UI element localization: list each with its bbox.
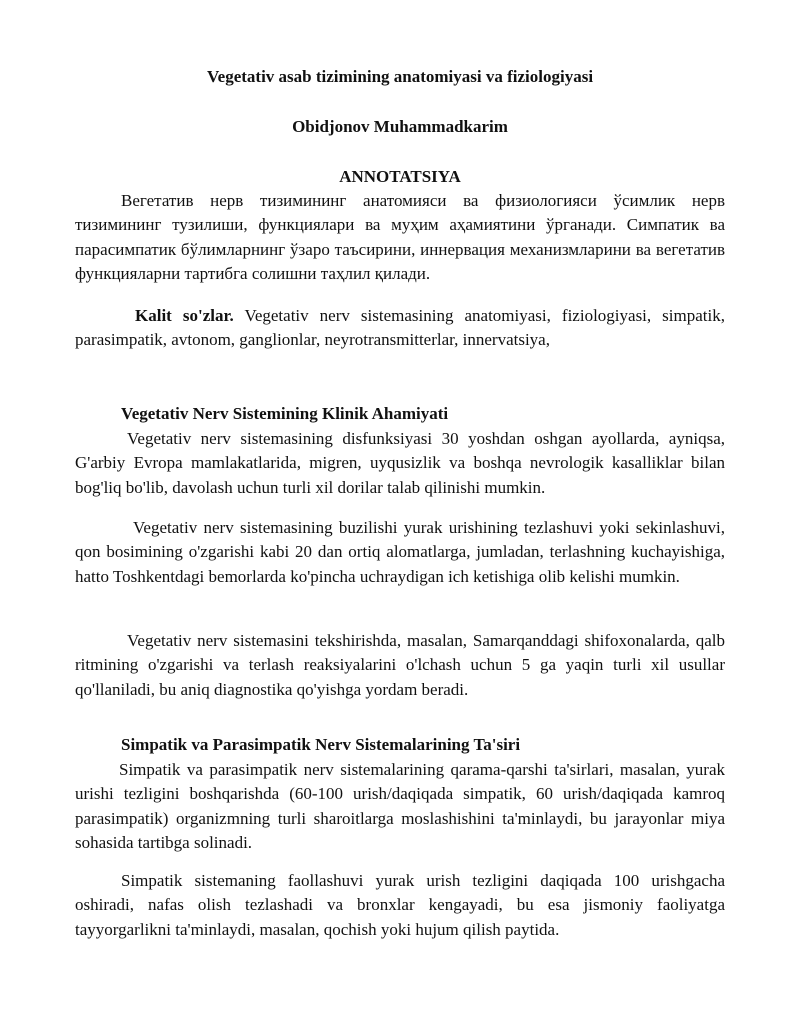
- annotation-text: Вегетатив нерв тизимининг анатомияси ва физиологияси ўсимлик нерв тизимининг тузилиши, функциялари ва муҳим аҳамиятини ўрганади. Симпатик ва парасимпатик бўлимларнинг ўзаро таъсирини, иннервация механизмларини ва вегетатив функцияларни тартибга солишни таҳлил қилади.: [75, 191, 725, 284]
- section1-paragraph-3: Vegetativ nerv sistemasini tekshirishda, masalan, Samarqanddagi shifoxonalarda, qalb ritmining o'zgarishi va terlash reaksiyalarini o'lchash uchun 5 ga yaqin turli xil usullar qo'llaniladi, bu aniq diagnostika qo'yishga yordam beradi.: [75, 631, 725, 699]
- annotation-paragraph: [75, 189, 725, 287]
- section1-paragraph-2: Vegetativ nerv sistemasining buzilishi yurak urishining tezlashuvi yoki sekinlashuvi, qon bosimining o'zgarishi kabi 20 dan ortiq alomatlarga, jumladan, terlashning kuchayishiga, hatto Toshkentdagi bemorlarda ko'pincha uchraydigan ich ketishiga olib kelishi mumkin.: [75, 518, 725, 586]
- section1-heading: Vegetativ Nerv Sistemining Klinik Ahamiyati: [121, 404, 449, 423]
- document-title: Vegetativ asab tizimining anatomiyasi va fiziologiyasi: [206, 67, 594, 86]
- section2-paragraph-1: Simpatik va parasimpatik nerv sistemalarining qarama-qarshi ta'sirlari, masalan, yurak urishi tezligini boshqarishda (60-100 urish/daqiqada simpatik, 60 urish/daqiqada kamroq parasimpatik) organizmning turli sharoitlarga moslashishini ta'minlaydi, bu jarayonlar miya sohasida tartibga solinadi.: [75, 760, 725, 853]
- keywords-label: Kalit so'zlar.: [135, 306, 234, 325]
- section1-paragraph-1: Vegetativ nerv sistemasining disfunksiyasi 30 yoshdan oshgan ayollarda, ayniqsa, G'arbiy Evropa mamlakatlarida, migren, uyqusizlik va boshqa nevrologik kasalliklar bilan bog'liq bo'lib, davolash uchun turli xil dorilar talab qilinishi mumkin.: [75, 429, 725, 497]
- keywords-text: Vegetativ nerv sistemasining anatomiyasi, fiziologiyasi, simpatik, parasimpatik, avtonom, ganglionlar, neyrotransmitterlar, innervatsiya,: [75, 306, 725, 350]
- keywords-paragraph: [75, 304, 725, 353]
- document-author: Obidjonov Muhammadkarim: [292, 117, 508, 136]
- annotation-heading: ANNOTATSIYA: [339, 167, 461, 186]
- section2-paragraph-2: Simpatik sistemaning faollashuvi yurak urish tezligini daqiqada 100 urishgacha oshiradi, nafas olish tezlashadi va bronxlar kengayadi, bu esa jismoniy faoliyatga tayyorgarlikni ta'minlaydi, masalan, qochish yoki hujum qilish paytida.: [75, 871, 725, 939]
- section2-heading: Simpatik va Parasimpatik Nerv Sistemalarining Ta'siri: [121, 735, 521, 754]
